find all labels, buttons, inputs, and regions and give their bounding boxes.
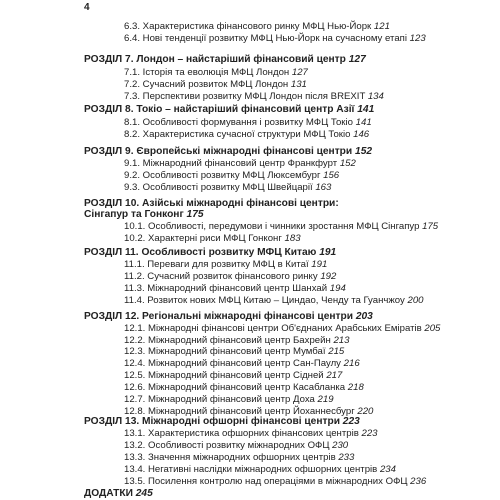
toc-subsection-entry <box>124 129 369 141</box>
toc-entry-title: РОЗДІЛ 7. Лондон – найстаріший фінансовий центр <box>84 54 346 65</box>
toc-entry-title: 11.4. Розвиток нових МФЦ Китаю – Циндао, Ченду та Гуанчжоу <box>124 295 405 306</box>
toc-entry-title: РОЗДІЛ 12. Регіональні міжнародні фінансові центри <box>84 311 353 322</box>
toc-subsection-entry <box>124 21 390 33</box>
toc-subsection-entry <box>124 394 334 406</box>
toc-page-number: 183 <box>284 233 301 244</box>
toc-entry-title: 10.1. Особливості, передумови і чинники зростання МФЦ Сінгапур <box>124 221 420 232</box>
toc-page-number: 175 <box>186 209 204 220</box>
toc-page-number: 217 <box>326 370 343 381</box>
toc-entry-title: 12.3. Міжнародний фінансовий центр Мумбаї <box>124 346 326 357</box>
toc-page-number: 203 <box>355 311 373 322</box>
toc-entry-title: 12.2. Міжнародний фінансовий центр Бахрейн <box>124 335 331 346</box>
toc-page-number: 175 <box>422 221 439 232</box>
toc-page-number: 215 <box>328 346 345 357</box>
toc-subsection-entry <box>124 440 348 452</box>
toc-section-heading <box>84 209 204 221</box>
toc-page-number: 163 <box>315 182 332 193</box>
toc-subsection-entry <box>124 67 308 79</box>
toc-page-number: 230 <box>332 440 349 451</box>
toc-section-heading <box>84 311 373 323</box>
toc-entry-title: 12.1. Міжнародні фінансові центри Об'єднаних Арабських Еміратів <box>124 323 422 334</box>
toc-entry-title: 7.1. Історія та еволюція МФЦ Лондон <box>124 67 290 78</box>
toc-subsection-entry <box>124 452 354 464</box>
toc-page-number: 146 <box>353 129 370 140</box>
toc-entry-title: 6.4. Нові тенденції розвитку МФЦ Нью-Йорк на сучасному етапі <box>124 33 407 44</box>
toc-entry-title: 11.2. Сучасний розвиток фінансового ринку <box>124 271 318 282</box>
toc-entry-title: 8.2. Характеристика сучасної структури МФЦ Токіо <box>124 129 351 140</box>
toc-subsection-entry <box>124 476 426 488</box>
toc-entry-title: 10.2. Характерні риси МФЦ Гонконг <box>124 233 282 244</box>
toc-subsection-entry <box>124 271 336 283</box>
toc-entry-title: РОЗДІЛ 11. Особливості розвитку МФЦ Китаю <box>84 247 317 258</box>
toc-entry-title: 12.8. Міжнародний фінансовий центр Йоханнесбург <box>124 406 355 417</box>
toc-page-number: 123 <box>409 33 426 44</box>
toc-section-heading <box>84 488 153 500</box>
toc-section-heading <box>84 54 366 66</box>
toc-page-number: 200 <box>407 295 424 306</box>
page-number: 4 <box>84 2 90 13</box>
toc-page-number: 191 <box>319 247 337 258</box>
toc-entry-title: РОЗДІЛ 10. Азійські міжнародні фінансові центри: <box>84 198 339 209</box>
toc-entry-title: ДОДАТКИ <box>84 488 133 499</box>
toc-entry-title: РОЗДІЛ 8. Токіо – найстаріший фінансовий центр Азії <box>84 104 355 115</box>
toc-section-heading <box>84 416 360 428</box>
toc-subsection-entry <box>124 33 426 45</box>
toc-page-number: 219 <box>317 394 334 405</box>
toc-entry-title: 12.6. Міжнародний фінансовий центр Касабланка <box>124 382 346 393</box>
toc-entry-title: 12.7. Міжнародний фінансовий центр Доха <box>124 394 315 405</box>
toc-page-number: 194 <box>329 283 346 294</box>
toc-subsection-entry <box>124 79 307 91</box>
toc-page-number: 223 <box>361 428 378 439</box>
toc-subsection-entry <box>124 323 440 335</box>
toc-entry-title: 11.1. Переваги для розвитку МФЦ в Китаї <box>124 259 309 270</box>
toc-page-number: 245 <box>135 488 153 499</box>
toc-subsection-entry <box>124 259 327 271</box>
toc-subsection-entry <box>124 182 331 194</box>
toc-entry-title: 7.3. Перспективи розвитку МФЦ Лондон після BREXIT <box>124 91 366 102</box>
toc-subsection-entry <box>124 370 342 382</box>
toc-page-number: 131 <box>290 79 307 90</box>
toc-entry-title: 13.3. Значення міжнародних офшорних центрів <box>124 452 336 463</box>
toc-page-number: 156 <box>323 170 340 181</box>
toc-subsection-entry <box>124 221 438 233</box>
toc-entry-title: 9.1. Міжнародний фінансовий центр Франкфурт <box>124 158 338 169</box>
toc-entry-title: 13.1. Характеристика офшорних фінансових центрів <box>124 428 359 439</box>
toc-entry-title: 13.4. Негативні наслідки міжнародних офшорних центрів <box>124 464 378 475</box>
toc-section-heading <box>84 247 336 259</box>
toc-subsection-entry <box>124 464 396 476</box>
toc-subsection-entry <box>124 382 364 394</box>
toc-page-number: 233 <box>338 452 355 463</box>
toc-page-number: 152 <box>339 158 356 169</box>
toc-subsection-entry <box>124 91 384 103</box>
toc-page-number: 141 <box>357 104 375 115</box>
toc-section-heading <box>84 104 374 116</box>
toc-page-number: 127 <box>348 54 366 65</box>
toc-entry-title: Сінгапур та Гонконг <box>84 209 184 220</box>
toc-page-number: 223 <box>342 416 360 427</box>
toc-subsection-entry <box>124 358 360 370</box>
toc-entry-title: 13.2. Особливості розвитку міжнародних ОФЦ <box>124 440 330 451</box>
toc-page-number: 121 <box>373 21 390 32</box>
toc-subsection-entry <box>124 158 356 170</box>
toc-page-number: 236 <box>410 476 427 487</box>
toc-page-number: 191 <box>311 259 328 270</box>
toc-subsection-entry <box>124 170 339 182</box>
toc-subsection-entry <box>124 428 378 440</box>
toc-page-number: 152 <box>355 146 373 157</box>
toc-entry-title: 13.5. Посилення контролю над операціями в міжнародних ОФЦ <box>124 476 408 487</box>
toc-entry-title: 9.2. Особливості розвитку МФЦ Люксембург <box>124 170 321 181</box>
toc-entry-title: 8.1. Особливості формування і розвитку МФЦ Токіо <box>124 117 353 128</box>
toc-subsection-entry <box>124 283 346 295</box>
toc-entry-title: 7.2. Сучасний розвиток МФЦ Лондон <box>124 79 289 90</box>
toc-entry-title: РОЗДІЛ 13. Міжнародні офшорні фінансові центри <box>84 416 340 427</box>
toc-subsection-entry <box>124 346 344 358</box>
toc-entry-title: 11.3. Міжнародний фінансовий центр Шанхай <box>124 283 328 294</box>
toc-page-number: 141 <box>355 117 372 128</box>
toc-entry-title: 9.3. Особливості розвитку МФЦ Швейцарії <box>124 182 313 193</box>
toc-page-number: 220 <box>357 406 374 417</box>
toc-page-number: 205 <box>424 323 441 334</box>
toc-section-heading <box>84 146 372 158</box>
toc-entry-title: 12.4. Міжнародний фінансовий центр Сан-Паулу <box>124 358 341 369</box>
toc-page-number: 218 <box>347 382 364 393</box>
toc-page-number: 127 <box>291 67 308 78</box>
toc-subsection-entry <box>124 117 372 129</box>
toc-page-number: 134 <box>367 91 384 102</box>
toc-entry-title: 12.5. Міжнародний фінансовий центр Сідней <box>124 370 324 381</box>
toc-subsection-entry <box>124 233 301 245</box>
toc-entry-title: РОЗДІЛ 9. Європейські міжнародні фінансові центри <box>84 146 353 157</box>
toc-page-number: 192 <box>320 271 337 282</box>
toc-page-number: 216 <box>343 358 360 369</box>
toc-page-number: 213 <box>333 335 350 346</box>
toc-subsection-entry <box>124 295 424 307</box>
toc-entry-title: 6.3. Характеристика фінансового ринку МФЦ Нью-Йорк <box>124 21 372 32</box>
toc-page-number: 234 <box>379 464 396 475</box>
